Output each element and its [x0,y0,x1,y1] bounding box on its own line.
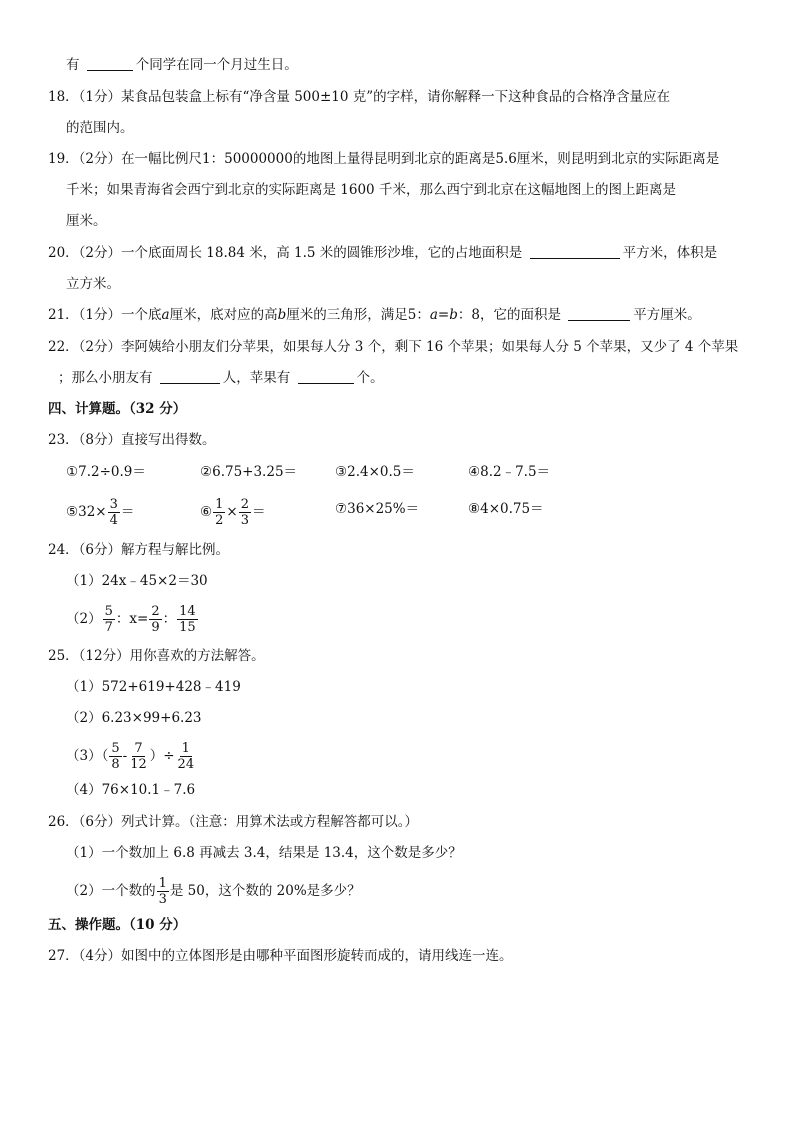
q26-part-2: （2）一个数的 $\frac{1}{3}$ 是 50，这个数的 20%是多少？ [66,876,361,907]
section-5-heading: 五、操作题。（10 分） [48,917,187,933]
q23-item-5: ⑤32× $\frac{3}{4}$ ＝ [66,497,135,528]
q25-part-2: （2）6.23×99+6.23 [66,710,202,726]
q19-line2: 千米；如果青海省会西宁到北京的实际距离是 1600 千米，那么西宁到北京在这幅地图上的图上距离是 [66,182,676,198]
q27-title: 27．（4分）如图中的立体图形是由哪种平面图形旋转而成的，请用线连一连。 [48,948,513,964]
q24-part-2: （2） $\frac{5}{7}$ ：x= $\frac{2}{9}$ ： $\frac{14}{15}$ [66,604,196,635]
q20-line1: 20．（2分）一个底面周长 18.84 米，高 1.5 米的圆锥形沙堆，它的占地面积是 平方米，体积是 [48,245,718,261]
q23-title: 23．（8分）直接写出得数。 [48,432,216,448]
q23-item-1: ①7.2÷0.9＝ [66,464,146,480]
q24-part-1: （1）24x﹣45×2＝30 [66,573,208,589]
section-4-heading: 四、计算题。（32 分） [48,401,187,417]
q23-item-2: ②6.75+3.25＝ [200,464,298,480]
q25-title: 25．（12分）用你喜欢的方法解答。 [48,648,265,664]
q18-line2: 的范围内。 [66,120,134,136]
q24-title: 24．（6分）解方程与解比例。 [48,542,230,558]
q26-title: 26．（6分）列式计算。（注意：用算术法或方程解答都可以。） [48,814,419,830]
q22-line2: ；那么小朋友有 人，苹果有 个。 [58,370,384,386]
answer-blank[interactable] [568,306,630,321]
q21-line: 21．（1分）一个底a厘米，底对应的高b厘米的三角形，满足5：a=b：8，它的面积是 平方厘米。 [48,307,701,323]
q25-part-4: （4）76×10.1﹣7.6 [66,782,196,798]
q25-part-3: （3）（ $\frac{5}{8}$ - $\frac{7}{12}$ ）÷ $\frac{1}{24}$ [66,741,195,772]
q22-line1: 22．（2分）李阿姨给小朋友们分苹果，如果每人分 3 个，剩下 16 个苹果；如果每人分 5 个苹果，又少了 4 个苹果 [48,339,739,355]
answer-blank[interactable] [87,56,133,71]
q23-item-8: ⑧4×0.75＝ [468,501,544,517]
q23-item-7: ⑦36×25%＝ [335,501,420,517]
q17-continuation: 有 个同学在同一个月过生日。 [66,57,298,73]
q25-part-1: （1）572+619+428﹣419 [66,679,241,695]
answer-blank[interactable] [298,369,354,384]
q19-line1: 19．（2分）在一幅比例尺1：50000000的地图上量得昆明到北京的距离是5.6厘米，则昆明到北京的实际距离是 [48,151,720,167]
q18-line1: 18．（1分）某食品包装盒上标有“净含量 500±10 克”的字样，请你解释一下这种食品的合格净含量应在 [48,89,671,105]
q23-item-6: ⑥ $\frac{1}{2}$ × $\frac{2}{3}$ ＝ [200,497,266,528]
q26-part-1: （1）一个数加上 6.8 再减去 3.4，结果是 13.4，这个数是多少？ [66,845,462,861]
answer-blank[interactable] [530,244,620,259]
answer-blank[interactable] [160,369,220,384]
q20-line2: 立方米。 [66,276,120,292]
q23-item-4: ④8.2﹣7.5＝ [468,464,551,480]
q19-line3: 厘米。 [66,213,107,229]
q23-item-3: ③2.4×0.5＝ [335,464,415,480]
